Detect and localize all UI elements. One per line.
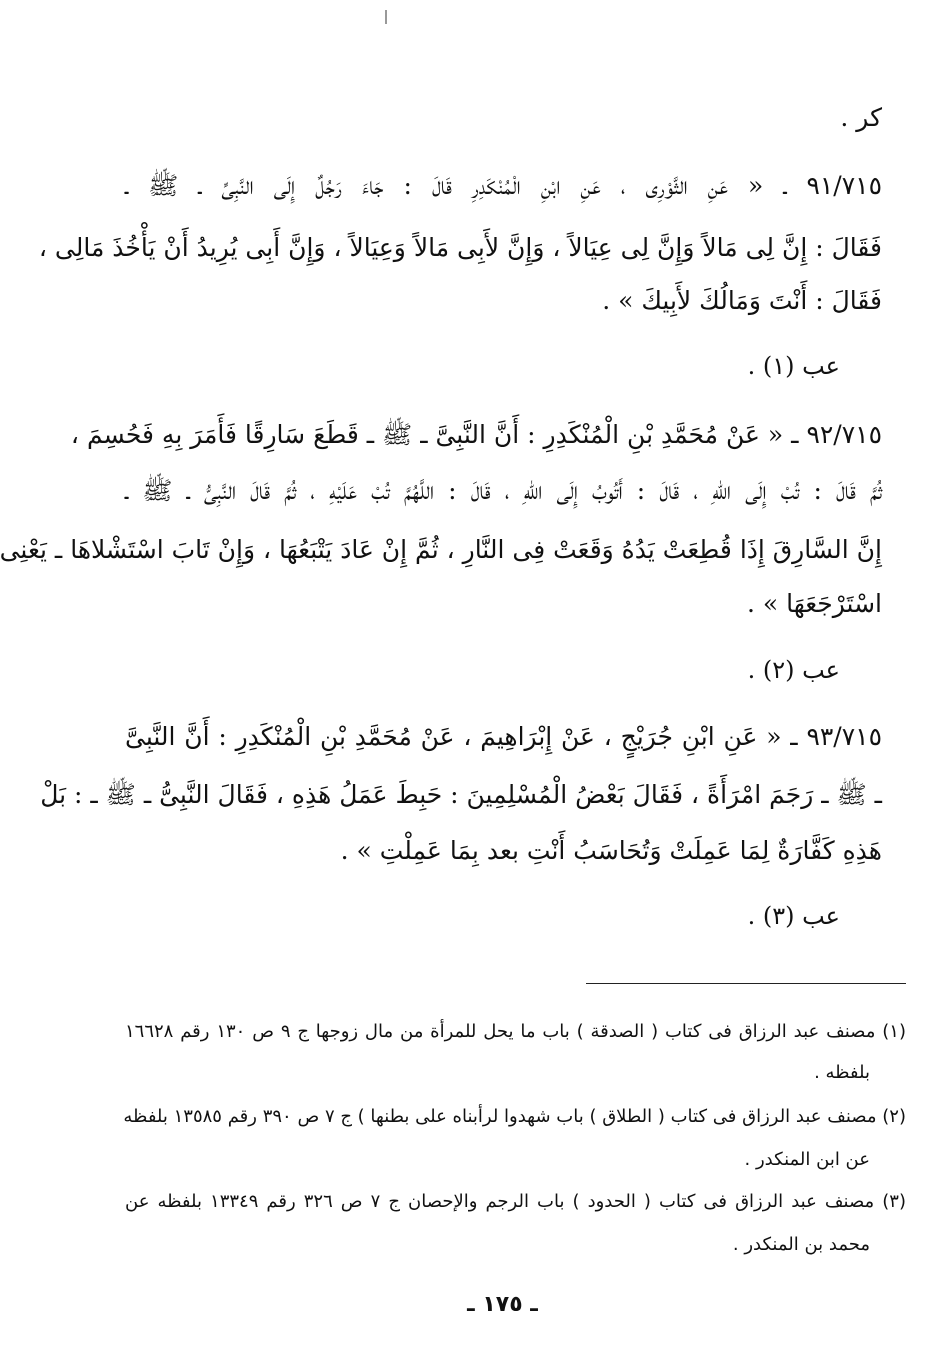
hadith-line: فَقَالَ : أَنْتَ وَمَالُكَ لأَبِيكَ » . <box>602 286 882 315</box>
hadith-line: ٩١/٧١٥ ـ « عَنِ الثَّوْرِى ، عَنِ ابْنِ الْمُنْكَدِرِ قَالَ : جَاءَ رَجُلٌ إِلَى النَّبِىِّ ـ ﷺ ـ <box>125 171 882 200</box>
footnote-2-line-1: (٢) مصنف عبد الرزاق فى كتاب ( الطلاق ) باب شهدوا لرأبناه على بطنها ) ج ٧ ص ٣٩٠ رقم ١٣٥٨٥ بلفظه <box>123 1106 906 1127</box>
footnote-2-line-2: عن ابن المنكدر . <box>744 1149 870 1170</box>
page-number: ـ ١٧٥ ـ <box>467 1292 538 1317</box>
hadith-line: ـ ﷺ ـ رَجَمَ امْرَأَةً ، فَقَالَ بَعْضُ الْمُسْلِمِينَ : حَبِطَ عَمَلُ هَذِهِ ، فَقَالَ النَّبِىُّ ـ ﷺ ـ : بَلْ <box>40 780 882 809</box>
source-reference: عب (١) . <box>747 352 840 380</box>
footnote-1-line-1: (١) مصنف عبد الرزاق فى كتاب ( الصدقة ) باب ما يحل للمرأة من مال زوجها ج ٩ ص ١٣٠ رقم ١٦٦٢٨ <box>125 1021 906 1042</box>
footnote-divider <box>586 983 906 984</box>
hadith-line: إِنَّ السَّارِقَ إِذَا قُطِعَتْ يَدُهُ وَقَعَتْ فِى النَّارِ ، ثُمَّ إِنْ عَادَ يَتْبَعُهَا ، وَإِنْ تَابَ اسْتَشْلاهَا ـ يَعْنِى <box>0 535 882 564</box>
scan-mark <box>385 10 387 24</box>
footnote-3-line-2: محمد بن المنكدر . <box>732 1234 870 1255</box>
hadith-line: هَذِهِ كَفَّارَةٌ لِمَا عَمِلَتْ وَتُحَاسَبُ أَنْتِ بعد بِمَا عَمِلْتِ » . <box>340 836 882 865</box>
hadith-line: ٩٣/٧١٥ ـ « عَنِ ابْنِ جُرَيْجٍ ، عَنْ إِبْرَاهِيمَ ، عَنْ مُحَمَّدِ بْنِ الْمُنْكَدِرِ : أَنَّ النَّبِىَّ <box>125 722 882 751</box>
hadith-line: ثُمَّ قَالَ : تُبْ إِلَى اللهِ ، قَالَ : أَتُوبُ إِلَى اللهِ ، قَالَ : اللَّهُمَّ تُبْ عَلَيْهِ ، ثُمَّ قَالَ النَّبِىُّ ـ ﷺ ـ <box>125 476 882 505</box>
footnote-1-line-2: بلفظه . <box>814 1062 870 1083</box>
hadith-line: ٩٢/٧١٥ ـ « عَنْ مُحَمَّدِ بْنِ الْمُنْكَدِرِ : أَنَّ النَّبِىَّ ـ ﷺ ـ قَطَعَ سَارِقًا فَأَمَرَ بِهِ فَحُسِمَ ، <box>70 420 882 449</box>
source-reference: عب (٢) . <box>747 656 840 684</box>
hadith-line: فَقَالَ : إِنَّ لِى مَالاً وَإِنَّ لِى عِيَالاً ، وَإِنَّ لأَبِى مَالاً وَعِيَالاً ، وَإِنَّ أَبِى يُرِيدُ أَنْ يَأْخُذَ مَالِى ، <box>38 233 882 262</box>
hadith-line: اسْتَرْجَعَهَا » . <box>746 589 882 618</box>
page-top-fragment: كر . <box>840 103 882 132</box>
footnote-3-line-1: (٣) مصنف عبد الرزاق فى كتاب ( الحدود ) باب الرجم والإحصان ج ٧ ص ٣٢٦ رقم ١٣٣٤٩ بلفظه عن <box>125 1191 906 1212</box>
source-reference: عب (٣) . <box>747 902 840 930</box>
